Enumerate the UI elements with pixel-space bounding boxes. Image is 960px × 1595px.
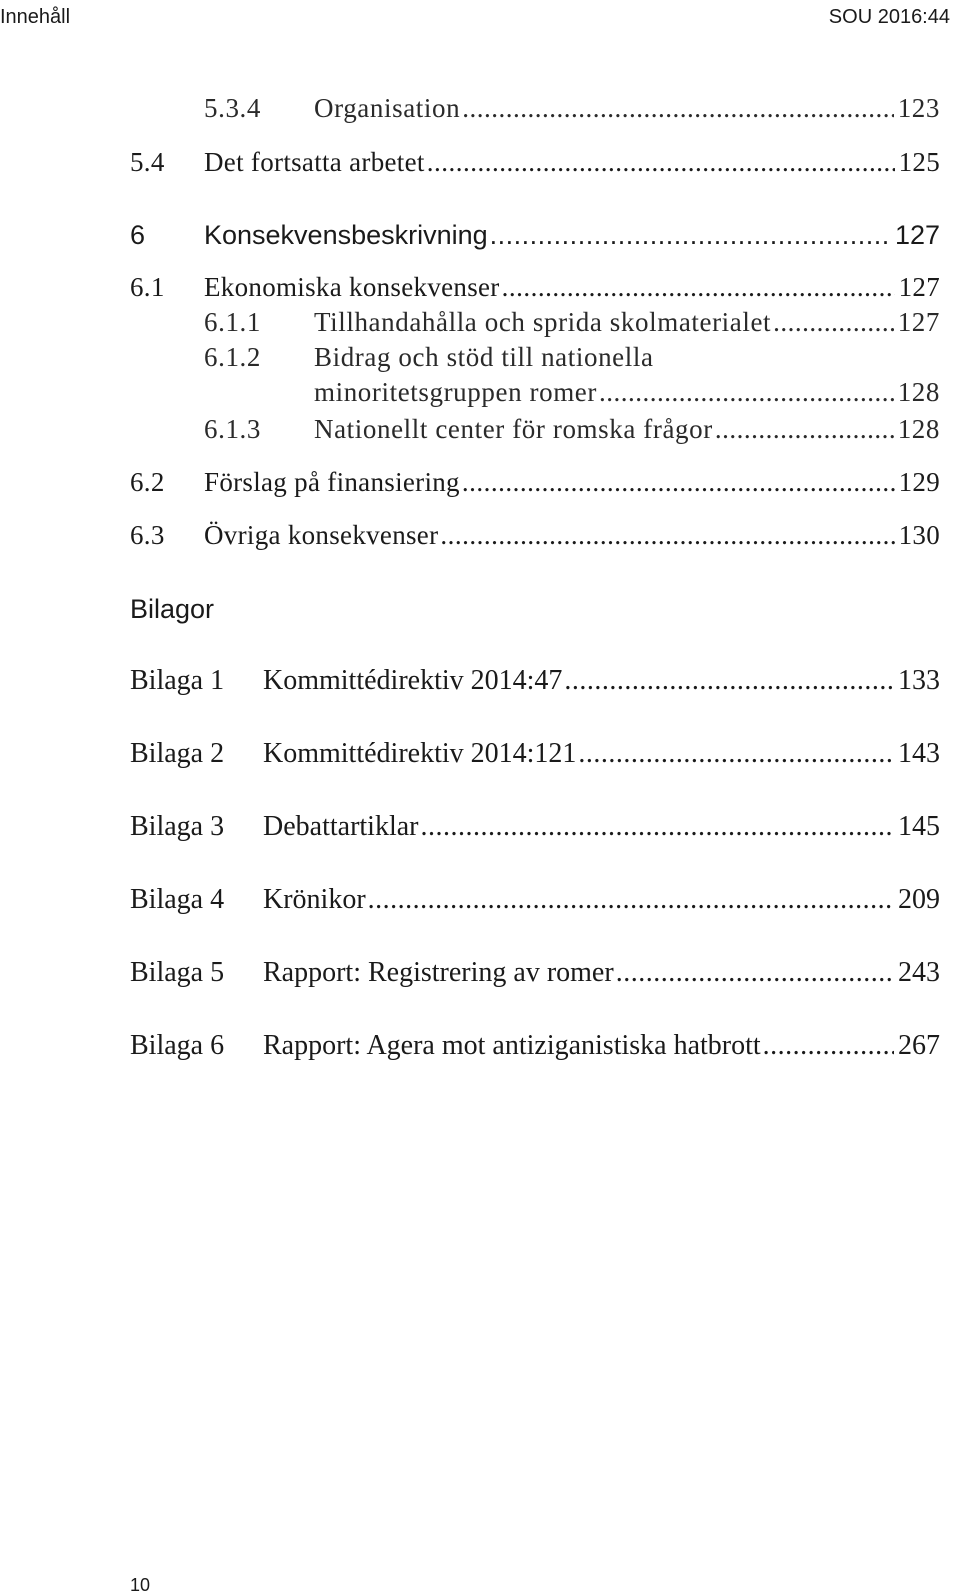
appendix-label: Bilaga 5 — [130, 957, 225, 988]
toc-entry[interactable] — [130, 520, 940, 550]
toc-entry-page: 127 — [894, 220, 940, 250]
dot-leader — [599, 377, 894, 407]
appendix-page: 143 — [898, 738, 940, 769]
toc-entry-title-continued: minoritetsgruppen romer — [314, 377, 597, 407]
dot-leader — [616, 958, 894, 988]
toc-entry-page: 128 — [897, 414, 940, 444]
toc-entry[interactable] — [204, 342, 940, 372]
toc-entry-page: 130 — [898, 520, 940, 550]
toc-entry-title: Bidrag och stöd till nationella — [314, 342, 654, 372]
toc-entry-title: Övriga konsekvenser — [204, 520, 439, 550]
dot-leader — [564, 666, 894, 696]
dot-leader — [773, 307, 894, 337]
dot-leader — [440, 520, 894, 550]
toc-entry[interactable] — [130, 467, 940, 497]
toc-entry-number: 6.1.1 — [204, 307, 261, 337]
appendix-label: Bilaga 4 — [130, 884, 225, 915]
toc-entry-number: 6.2 — [130, 467, 165, 497]
appendix-page: 145 — [898, 811, 940, 842]
toc-entry[interactable] — [204, 307, 940, 337]
dot-leader — [420, 812, 894, 842]
dot-leader — [715, 414, 894, 444]
toc-entry-number: 5.3.4 — [204, 93, 261, 123]
page-number: 10 — [130, 1575, 151, 1595]
document-id: SOU 2016:44 — [828, 6, 950, 28]
appendix-entry[interactable] — [130, 885, 940, 915]
toc-entry-number: 5.4 — [130, 147, 165, 177]
toc-entry-title: Ekonomiska konsekvenser — [204, 272, 500, 302]
appendices-heading: Bilagor — [130, 594, 215, 624]
toc-entry-number: 6.1.3 — [204, 414, 261, 444]
toc-entry-number: 6.3 — [130, 520, 165, 550]
dot-leader — [490, 220, 891, 250]
toc-entry[interactable] — [130, 147, 940, 177]
section-title: Innehåll — [0, 6, 71, 28]
appendix-page: 267 — [898, 1030, 940, 1061]
toc-entry-page: 123 — [897, 93, 940, 123]
toc-entry[interactable] — [204, 414, 940, 444]
appendix-title: Kommittédirektiv 2014:47 — [263, 666, 563, 696]
toc-entry-continuation[interactable] — [314, 377, 940, 407]
toc-entry-title: Tillhandahålla och sprida skolmaterialet — [314, 307, 772, 337]
dot-leader — [578, 739, 894, 769]
toc-entry[interactable] — [204, 93, 940, 123]
toc-entry[interactable] — [130, 272, 940, 302]
dot-leader — [368, 885, 894, 915]
toc-entry-page: 125 — [898, 147, 940, 177]
toc-chapter-entry[interactable] — [130, 220, 940, 250]
appendix-title: Debattartiklar — [263, 812, 419, 842]
appendix-title: Kommittédirektiv 2014:121 — [263, 739, 577, 769]
toc-entry-title: Konsekvensbeskrivning — [204, 220, 488, 250]
running-header — [0, 4, 960, 30]
appendix-title: Rapport: Registrering av romer — [263, 958, 614, 988]
dot-leader — [763, 1031, 894, 1061]
appendix-entry[interactable] — [130, 812, 940, 842]
appendix-title: Rapport: Agera mot antiziganistiska hatbrott — [263, 1031, 761, 1061]
appendix-page: 243 — [898, 957, 940, 988]
toc-entry-number: 6.1.2 — [204, 342, 261, 372]
appendix-label: Bilaga 1 — [130, 665, 225, 696]
toc-entry-title: Nationellt center för romska frågor — [314, 414, 713, 444]
appendix-label: Bilaga 6 — [130, 1030, 225, 1061]
toc-entry-title: Förslag på finansiering — [204, 467, 460, 497]
toc-entry-page: 127 — [898, 272, 940, 302]
appendix-entry[interactable] — [130, 958, 940, 988]
appendix-label: Bilaga 3 — [130, 811, 225, 842]
dot-leader — [427, 147, 895, 177]
toc-entry-page: 129 — [898, 467, 940, 497]
toc-entry-page: 127 — [897, 307, 940, 337]
appendix-title: Krönikor — [263, 885, 366, 915]
toc-entry-title: Det fortsatta arbetet — [204, 147, 425, 177]
dot-leader — [502, 272, 895, 302]
appendix-entry[interactable] — [130, 1031, 940, 1061]
dot-leader — [462, 93, 894, 123]
dot-leader — [462, 467, 895, 497]
toc-entry-number: 6 — [130, 220, 146, 250]
toc-entry-title: Organisation — [314, 93, 461, 123]
appendix-page: 209 — [898, 884, 940, 915]
toc-entry-page: 128 — [897, 377, 940, 407]
appendix-entry[interactable] — [130, 666, 940, 696]
toc-entry-number: 6.1 — [130, 272, 165, 302]
appendix-page: 133 — [898, 665, 940, 696]
appendix-entry[interactable] — [130, 739, 940, 769]
appendix-label: Bilaga 2 — [130, 738, 225, 769]
